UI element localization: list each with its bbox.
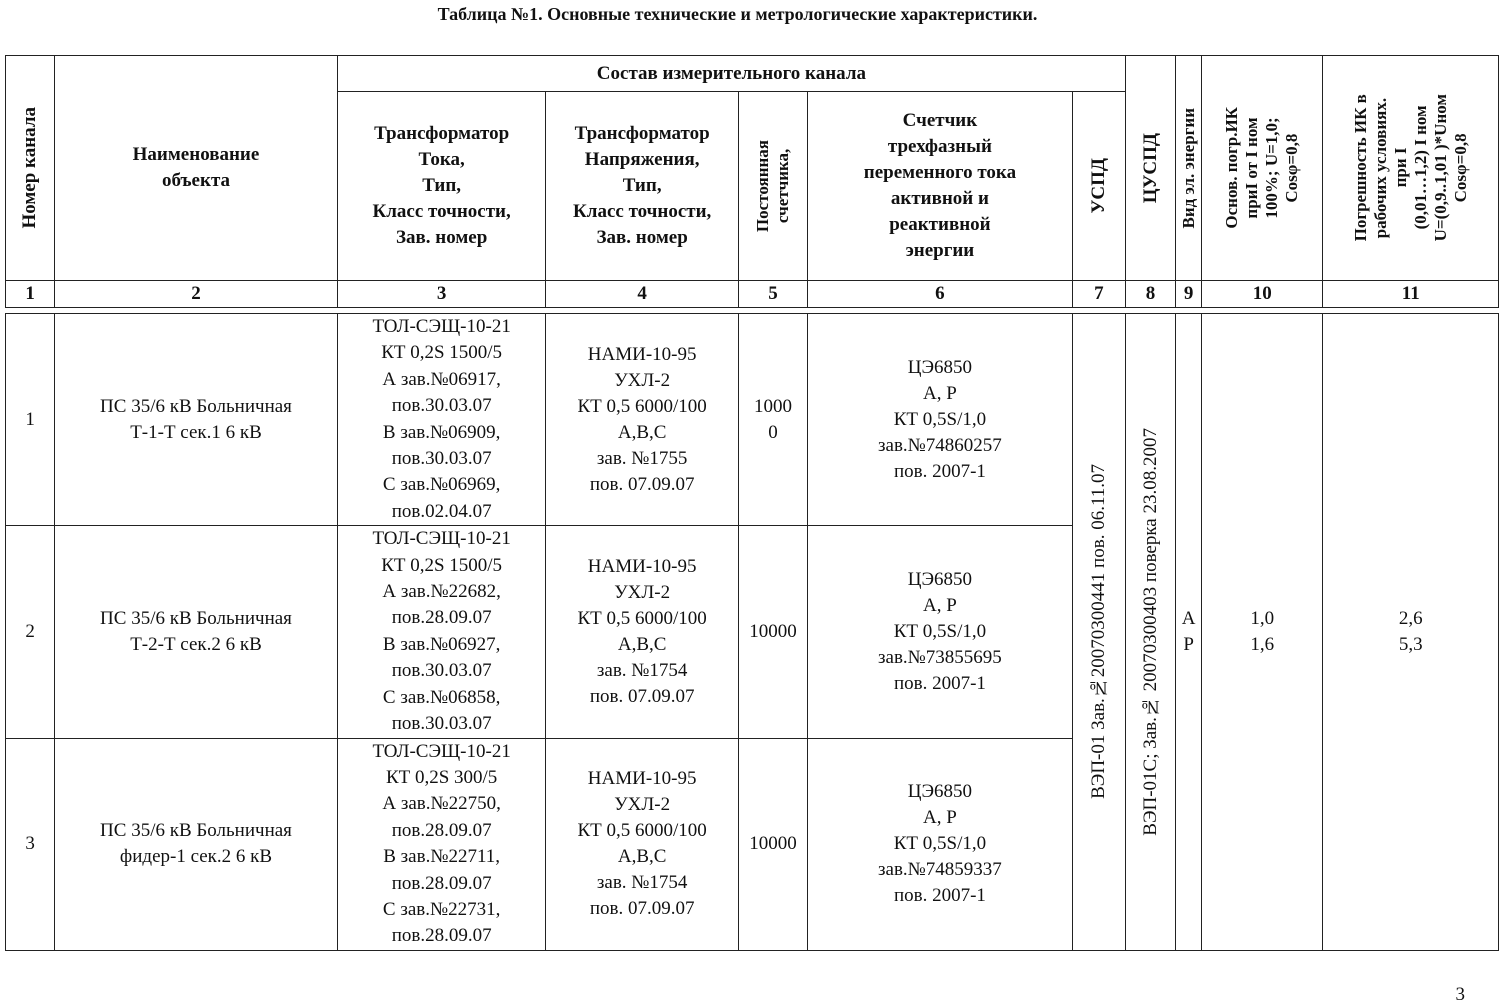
current-transformer-line: ТОЛ-СЭЩ-10-21 — [372, 316, 511, 337]
current-transformer — [337, 526, 546, 738]
voltage-transformer-line: пов. 07.09.07 — [589, 473, 695, 495]
column-number: 9 — [1176, 281, 1202, 308]
header-object-name: Наименование объекта — [55, 56, 338, 281]
column-number: 11 — [1323, 281, 1499, 308]
meter-constant — [738, 526, 807, 738]
current-transformer-line: В зав.№22711, — [383, 846, 501, 868]
voltage-transformer-line: КТ 0,5 6000/100 — [577, 395, 707, 417]
uspd-text: ВЭП-01 Зав.№20070300441 пов. 06.11.07 — [1087, 464, 1109, 800]
column-number: 3 — [337, 281, 546, 308]
current-transformer-line: КТ 0,2S 300/5 — [385, 766, 498, 788]
column-number: 10 — [1202, 281, 1323, 308]
uspd-cell — [1072, 314, 1125, 951]
voltage-transformer — [546, 738, 739, 950]
voltage-transformer-line: КТ 0,5 6000/100 — [577, 820, 707, 842]
basic-error-line: 1,0 — [1250, 607, 1275, 629]
current-transformer-line: пов.02.04.07 — [391, 500, 492, 522]
column-number-row — [6, 281, 1499, 308]
meter-info — [808, 526, 1073, 738]
voltage-transformer-line: пов. 07.09.07 — [589, 685, 695, 707]
energy-type-line: А — [1181, 607, 1196, 629]
meter-constant-line: 10000 — [749, 620, 797, 642]
column-number: 4 — [546, 281, 739, 308]
header-meter-line: переменного тока — [863, 162, 1017, 183]
current-transformer-line: пов.30.03.07 — [391, 713, 492, 735]
header-ct-line: Трансформатор — [374, 123, 510, 144]
header-basic-error: Основ. погр.ИК приI от I ном 100%; U=1,0; Cosφ=0,8 — [1202, 56, 1323, 281]
meter-info-line: А, Р — [923, 594, 957, 616]
header-voltage-transformer — [546, 92, 739, 281]
current-transformer-line: пов.30.03.07 — [391, 660, 492, 682]
header-meter-constant: Постоянная счетчика, — [738, 92, 807, 281]
object-name-line: Т-1-Т сек.1 6 кВ — [130, 421, 262, 443]
meter-info-line: КТ 0,5S/1,0 — [893, 833, 987, 855]
current-transformer-line: ТОЛ-СЭЩ-10-21 — [372, 740, 511, 762]
voltage-transformer-line: зав. №1754 — [596, 659, 688, 681]
header-channel-num: Номер канала — [6, 56, 55, 281]
meter-info-line: зав.№74860257 — [878, 434, 1002, 456]
header-ct-line: Тока, — [418, 149, 465, 170]
object-name — [55, 526, 338, 738]
header-channel-group: Состав измерительного канала — [337, 56, 1125, 92]
voltage-transformer-line: НАМИ-10-95 — [587, 768, 697, 790]
meter-info — [808, 314, 1073, 526]
header-meter-line: Счетчик — [902, 110, 978, 131]
current-transformer-line: С зав.№06969, — [382, 474, 501, 496]
header-ct-line: Зав. номер — [395, 227, 488, 248]
channel-number: 3 — [6, 738, 55, 950]
object-name-line: фидер-1 сек.2 6 кВ — [119, 846, 273, 868]
voltage-transformer-line: зав. №1754 — [596, 872, 688, 894]
voltage-transformer-line: А,В,С — [617, 421, 667, 443]
current-transformer — [337, 314, 546, 526]
cuspd-text: ВЭП-01С; Зав.№ 20070300403 поверка 23.08.2007 — [1139, 428, 1161, 836]
current-transformer-line: пов.30.03.07 — [391, 395, 492, 417]
meter-constant — [738, 738, 807, 950]
meter-info-line: пов. 2007-1 — [893, 885, 986, 907]
header-work-error: Погрешность ИК в рабочих условиях. при I (0,01…1,2) I ном U=(0,9..1,01 )*Uном Cosφ=0,8 — [1323, 56, 1499, 281]
work-error-line: 2,6 — [1398, 607, 1423, 629]
object-name — [55, 314, 338, 526]
current-transformer-line: пов.30.03.07 — [391, 448, 492, 470]
current-transformer-line: пов.28.09.07 — [391, 925, 492, 947]
voltage-transformer-line: УХЛ-2 — [614, 794, 671, 816]
current-transformer-line: С зав.№06858, — [382, 686, 501, 708]
voltage-transformer — [546, 526, 739, 738]
meter-constant-line: 10000 — [749, 833, 797, 855]
meter-info-line: КТ 0,5S/1,0 — [893, 620, 987, 642]
voltage-transformer-line: пов. 07.09.07 — [589, 898, 695, 920]
header-vt-line: Тип, — [622, 175, 662, 196]
column-number: 8 — [1125, 281, 1175, 308]
voltage-transformer-line: зав. №1755 — [596, 447, 688, 469]
object-name-line: ПС 35/6 кВ Больничная — [100, 607, 292, 629]
characteristics-table — [5, 55, 1499, 951]
meter-constant — [738, 314, 807, 526]
header-vt-line: Зав. номер — [596, 227, 688, 248]
object-name-line: ПС 35/6 кВ Больничная — [100, 395, 292, 417]
table-row — [6, 314, 1499, 526]
meter-info — [808, 738, 1073, 950]
voltage-transformer-line: УХЛ-2 — [614, 581, 671, 603]
table-title: Таблица №1. Основные технические и метрологические характеристики. — [437, 4, 1038, 24]
meter-info-line: пов. 2007-1 — [893, 672, 986, 694]
meter-info-line: ЦЭ6850 — [907, 568, 973, 590]
voltage-transformer-line: А,В,С — [617, 846, 667, 868]
header-vt-line: Напряжения, — [584, 149, 700, 170]
work-error-line: 5,3 — [1398, 633, 1423, 655]
current-transformer-line: пов.28.09.07 — [391, 607, 492, 629]
channel-number: 2 — [6, 526, 55, 738]
voltage-transformer-line: КТ 0,5 6000/100 — [577, 607, 707, 629]
meter-constant-line: 0 — [768, 421, 778, 443]
header-meter-line: реактивной — [889, 214, 991, 235]
header-uspd: УСПД — [1072, 92, 1125, 281]
voltage-transformer-line: НАМИ-10-95 — [587, 555, 697, 577]
current-transformer-line: КТ 0,2S 1500/5 — [381, 554, 503, 576]
cuspd-cell — [1125, 314, 1175, 951]
meter-info-line: ЦЭ6850 — [907, 781, 973, 803]
header-cuspd: ЦУСПД — [1125, 56, 1175, 281]
column-number: 1 — [6, 281, 55, 308]
meter-info-line: пов. 2007-1 — [893, 460, 986, 482]
current-transformer-line: А зав.№06917, — [382, 368, 501, 390]
header-ct-line: Класс точности, — [372, 201, 511, 222]
header-current-transformer — [337, 92, 546, 281]
current-transformer-line: пов.28.09.07 — [391, 819, 492, 841]
page-number: 3 — [1455, 984, 1465, 1005]
object-name-line: ПС 35/6 кВ Больничная — [100, 820, 292, 842]
header-meter — [808, 92, 1073, 281]
header-meter-line: энергии — [905, 240, 975, 261]
column-number: 6 — [808, 281, 1073, 308]
meter-info-line: А, Р — [923, 382, 957, 404]
meter-info-line: зав.№73855695 — [878, 646, 1002, 668]
meter-info-line: А, Р — [923, 807, 957, 829]
meter-constant-line: 1000 — [753, 395, 792, 417]
object-name — [55, 738, 338, 950]
basic-error-line: 1,6 — [1250, 633, 1275, 655]
meter-info-line: КТ 0,5S/1,0 — [893, 408, 987, 430]
basic-error-cell — [1202, 314, 1323, 951]
current-transformer-line: В зав.№06927, — [382, 633, 501, 655]
voltage-transformer — [546, 314, 739, 526]
current-transformer — [337, 738, 546, 950]
header-energy-type: Вид эл. энергии — [1176, 56, 1202, 281]
voltage-transformer-line: УХЛ-2 — [614, 369, 671, 391]
current-transformer-line: С зав.№22731, — [382, 898, 501, 920]
work-error-cell — [1323, 314, 1499, 951]
current-transformer-line: А зав.№22682, — [382, 581, 501, 603]
current-transformer-line: В зав.№06909, — [382, 421, 501, 443]
current-transformer-line: ТОЛ-СЭЩ-10-21 — [372, 528, 511, 550]
header-vt-line: Трансформатор — [574, 123, 710, 144]
current-transformer-line: КТ 0,2S 1500/5 — [381, 342, 503, 364]
meter-info-line: ЦЭ6850 — [907, 356, 973, 378]
object-name-line: Т-2-Т сек.2 6 кВ — [130, 633, 262, 655]
column-number: 5 — [738, 281, 807, 308]
header-meter-line: трехфазный — [887, 136, 992, 157]
voltage-transformer-line: А,В,С — [617, 633, 667, 655]
header-meter-line: активной и — [890, 188, 989, 209]
energy-type-cell — [1176, 314, 1202, 951]
column-number: 2 — [55, 281, 338, 308]
energy-type-line: Р — [1183, 633, 1194, 655]
meter-info-line: зав.№74859337 — [878, 859, 1002, 881]
column-number: 7 — [1072, 281, 1125, 308]
voltage-transformer-line: НАМИ-10-95 — [587, 343, 697, 365]
current-transformer-line: А зав.№22750, — [382, 793, 501, 815]
header-vt-line: Класс точности, — [573, 201, 712, 222]
header-ct-line: Тип, — [422, 175, 462, 196]
channel-number: 1 — [6, 314, 55, 526]
current-transformer-line: пов.28.09.07 — [391, 872, 492, 894]
